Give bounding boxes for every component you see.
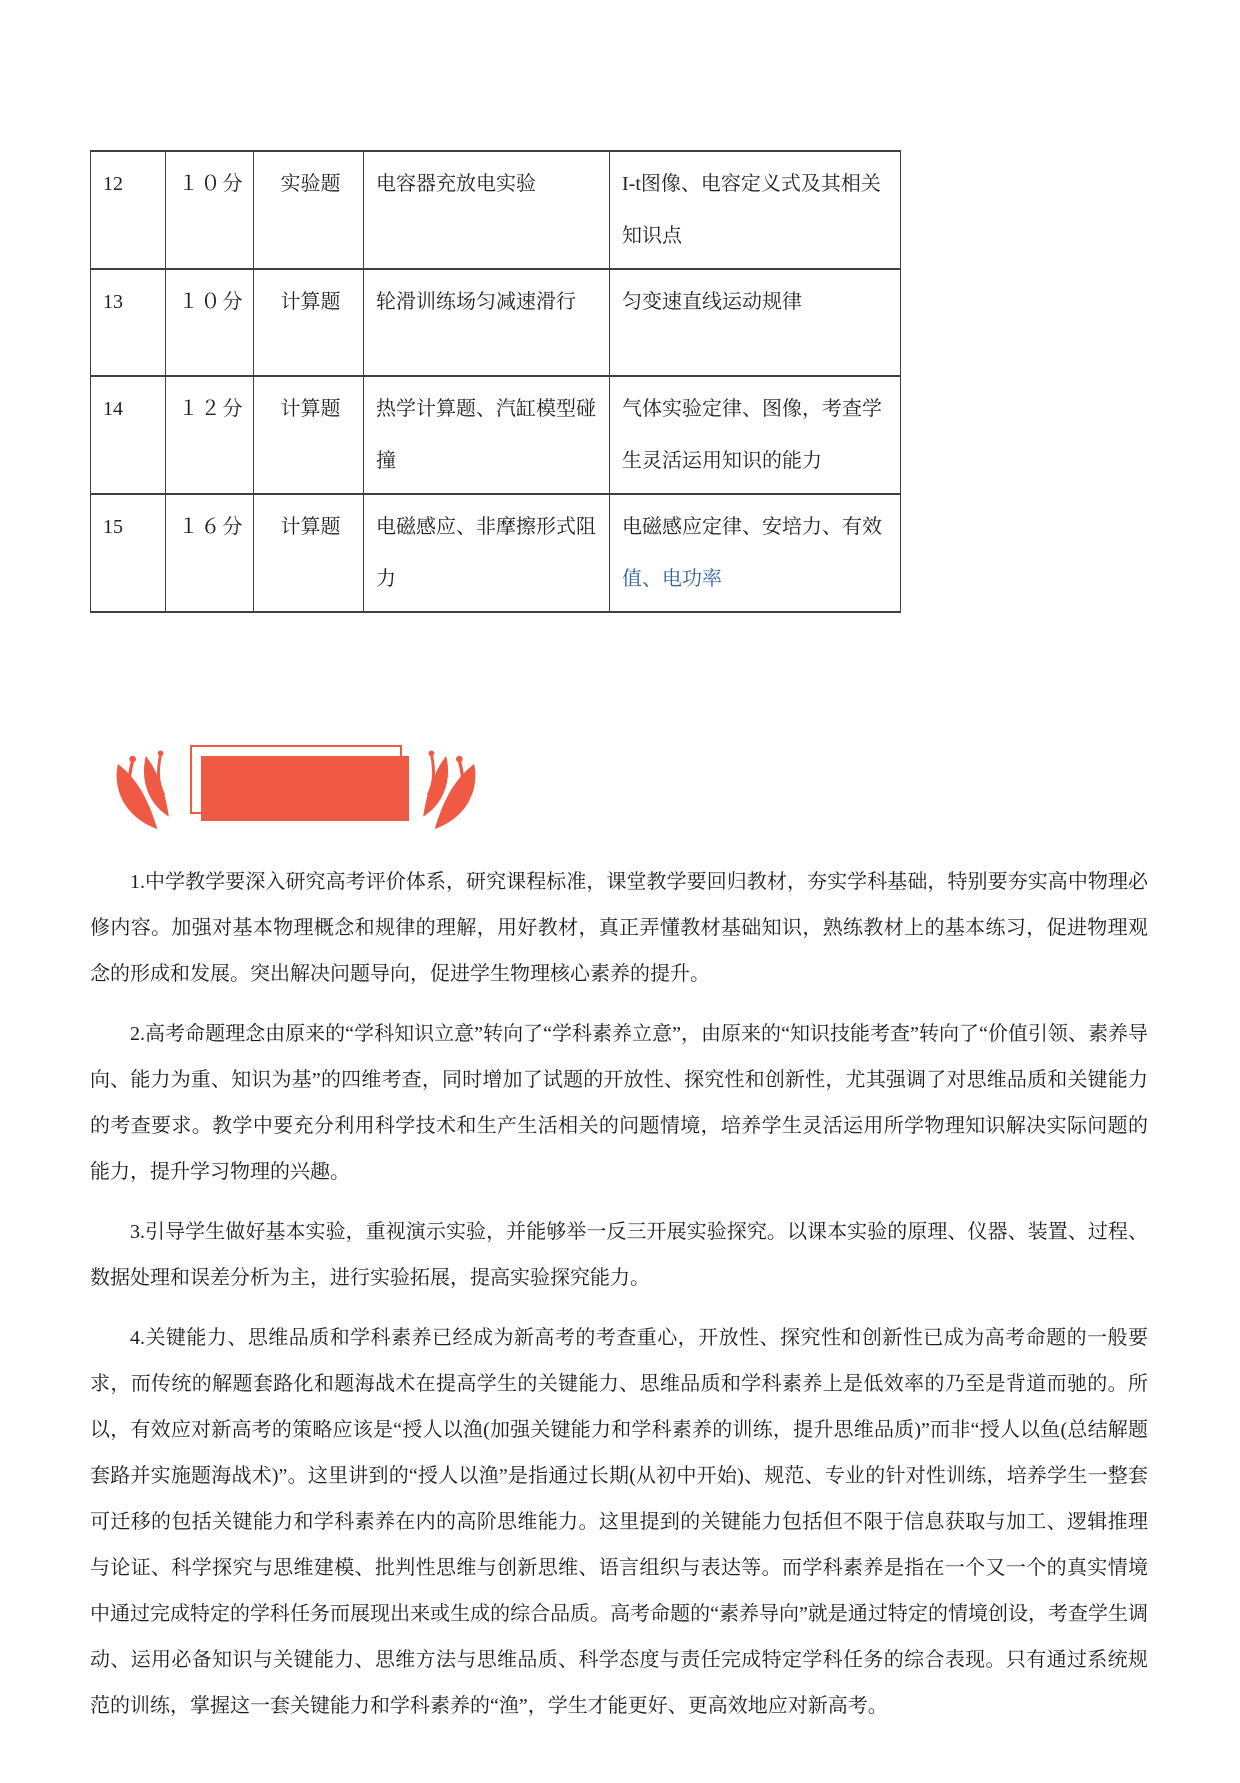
cell-question-number: 14 bbox=[91, 376, 166, 494]
cell-question-number: 12 bbox=[91, 151, 166, 269]
cell-points: １２分 bbox=[166, 376, 254, 494]
cell-question-type: 计算题 bbox=[254, 269, 364, 376]
cell-points: １０分 bbox=[166, 151, 254, 269]
table-row bbox=[91, 269, 901, 376]
prep-guide-badge bbox=[190, 745, 402, 814]
cell-knowledge bbox=[610, 494, 901, 612]
cell-question-number: 15 bbox=[91, 494, 166, 612]
paragraph-2: 2.高考命题理念由原来的“学科知识立意”转向了“学科素养立意”，由原来的“知识技能考查”转向了“价值引领、素养导向、能力为重、知识为基”的四维考查，同时增加了试题的开放性、探究性和创新性，尤其强调了对思维品质和关键能力的考查要求。教学中要充分利用科学技术和生产生活相关的问题情境，培养学生灵活运用所学物理知识解决实际问题的能力，提升学习物理的兴趣。 bbox=[90, 1023, 1148, 1183]
cell-knowledge: 气体实验定律、图像，考查学生灵活运用知识的能力 bbox=[610, 376, 901, 494]
cell-topic: 电磁感应、非摩擦形式阻力 bbox=[364, 494, 610, 612]
guidance-text bbox=[90, 859, 1148, 1729]
cell-question-type: 实验题 bbox=[254, 151, 364, 269]
paragraph-3: 3.引导学生做好基本实验，重视演示实验，并能够举一反三开展实验探究。以课本实验的原理、仪器、装置、过程、数据处理和误差分析为主，进行实验拓展，提高实验探究能力。 bbox=[90, 1221, 1148, 1289]
cell-knowledge: I-t图像、电容定义式及其相关知识点 bbox=[610, 151, 901, 269]
paragraph-4: 4.关键能力、思维品质和学科素养已经成为新高考的考查重心，开放性、探究性和创新性已成为高考命题的一般要求，而传统的解题套路化和题海战术在提高学生的关键能力、思维品质和学科素养上是低效率的乃至是背道而驰的。所以，有效应对新高考的策略应该是“授人以渔(加强关键能力和学科素养的训练，提升思维品质)”而非“授人以鱼(总结解题套路并实施题海战术)”。这里讲到的“授人以渔”是指通过长期(从初中开始)、规范、专业的针对性训练，培养学生一整套可迁移的包括关键能力和学科素养在内的高阶思维能力。这里提到的关键能力包括但不限于信息获取与加工、逻辑推理与论证、科学探究与思维建模、批判性思维与创新思维、语言组织与表达等。而学科素养是指在一个又一个的真实情境中通过完成特定的学科任务而展现出来或生成的综合品质。高考命题的“素养导向”就是通过特定的情境创设，考查学生调动、运用必备知识与关键能力、思维方法与思维品质、科学态度与责任完成特定学科任务的综合表现。只有通过系统规范的训练，掌握这一套关键能力和学科素养的“渔”，学生才能更好、更高效地应对新高考。 bbox=[90, 1327, 1148, 1717]
cell-knowledge: 匀变速直线运动规律 bbox=[610, 269, 901, 376]
knowledge-text: 电磁感应定律、安培力、有效 bbox=[622, 516, 882, 538]
cell-points: １６分 bbox=[166, 494, 254, 612]
cell-question-number: 13 bbox=[91, 269, 166, 376]
leaf-decoration-right-icon bbox=[410, 749, 484, 835]
cell-points: １０分 bbox=[166, 269, 254, 376]
table-row bbox=[91, 151, 901, 269]
cell-topic: 热学计算题、汽缸模型碰撞 bbox=[364, 376, 610, 494]
cell-question-type: 计算题 bbox=[254, 494, 364, 612]
knowledge-link[interactable]: 值、电功率 bbox=[622, 568, 722, 590]
leaf-decoration-left-icon bbox=[108, 749, 182, 835]
table-row bbox=[91, 376, 901, 494]
badge-label: 备考指津 bbox=[226, 767, 370, 797]
cell-question-type: 计算题 bbox=[254, 376, 364, 494]
cell-topic: 轮滑训练场匀减速滑行 bbox=[364, 269, 610, 376]
paragraph-1: 1.中学教学要深入研究高考评价体系，研究课程标准，课堂教学要回归教材，夯实学科基础，特别要夯实高中物理必修内容。加强对基本物理概念和规律的理解，用好教材，真正弄懂教材基础知识，熟练教材上的基本练习，促进物理观念的形成和发展。突出解决问题导向，促进学生物理核心素养的提升。 bbox=[90, 871, 1148, 985]
exam-analysis-table bbox=[90, 150, 901, 613]
table-row bbox=[91, 494, 901, 612]
prep-guide-banner bbox=[108, 741, 1148, 845]
cell-topic: 电容器充放电实验 bbox=[364, 151, 610, 269]
